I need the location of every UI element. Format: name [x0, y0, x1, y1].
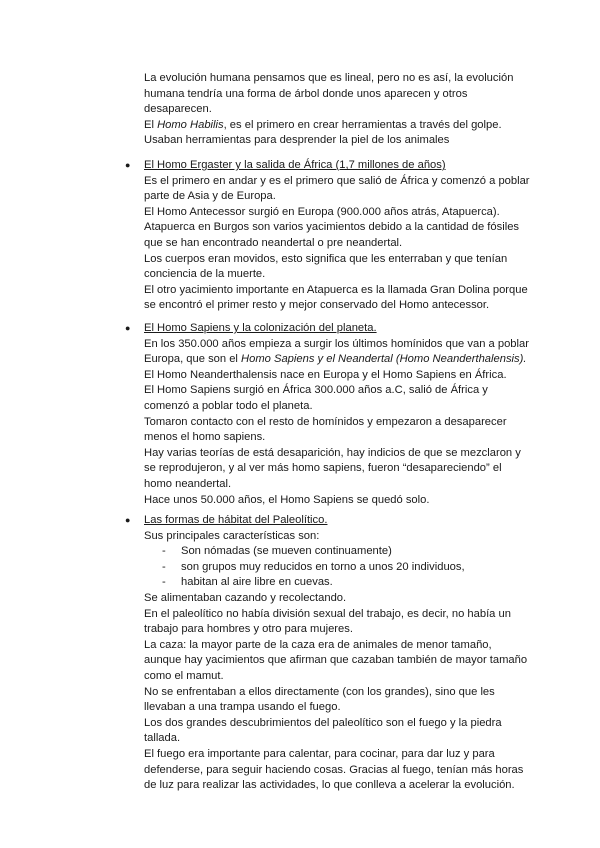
intro-block — [144, 71, 544, 149]
section-ergaster — [144, 158, 544, 314]
bullet-icon: ● — [125, 160, 131, 170]
list-item-text: habitan al aire libre en cuevas. — [181, 576, 333, 589]
text-line: Tomaron contacto con el resto de homínidos y empezaron a desaparecer — [144, 415, 507, 428]
bullet-icon: ● — [125, 515, 131, 525]
text-line: aunque hay yacimientos que afirman que cazaban también de mayor tamaño — [144, 654, 528, 667]
text-run: , es el primero en crear herramientas a través del golpe. — [223, 118, 502, 131]
text-line: menos el homo sapiens. — [144, 431, 266, 444]
text-line: Atapuerca en Burgos son varios yacimientos debido a la cantidad de fósiles — [144, 221, 520, 234]
text-line: conciencia de la muerte. — [144, 268, 266, 281]
text-line: defenderse, para seguir haciendo cosas. Gracias al fuego, tenían más horas — [144, 763, 524, 776]
text-line: llevaban a una trampa usando el fuego. — [144, 701, 341, 714]
italic-term: Homo Habilis — [157, 118, 224, 131]
text-line: tallada. — [144, 732, 181, 745]
list-item — [144, 560, 544, 576]
text-line: El Homo Sapiens surgió en África 300.000 años a.C, salió de África y — [144, 384, 488, 397]
characteristics-list — [144, 544, 544, 591]
dash-icon: - — [162, 560, 166, 573]
text-line: comenzó a poblar todo el planeta. — [144, 399, 313, 412]
text-line: desaparecen. — [144, 103, 212, 116]
habilis-line — [144, 118, 544, 134]
section-heading: El Homo Sapiens y la colonización del planeta. — [144, 322, 377, 334]
text-line: En el paleolítico no había división sexual del trabajo, es decir, no había un — [144, 607, 511, 620]
section-heading: El Homo Ergaster y la salida de África (1,7 millones de años) — [144, 159, 446, 171]
text-line: se encontró el primer resto y mejor conservado del Homo antecessor. — [144, 299, 490, 312]
text-line: trabajo para hombres y otro para mujeres. — [144, 623, 353, 636]
section-heading: Las formas de hábitat del Paleolítico. — [144, 514, 328, 526]
text-line: El Homo Neanderthalensis nace en Europa y el Homo Sapiens en África. — [144, 368, 507, 381]
section-sapiens — [144, 321, 544, 508]
text-line: se reprodujeron, y al ver más homo sapiens, fueron “desapareciendo” el — [144, 462, 502, 475]
text-line: Es el primero en andar y es el primero que salió de África y comenzó a poblar — [144, 174, 530, 187]
text-line: Los cuerpos eran movidos, esto significa que les enterraban y que tenían — [144, 252, 508, 265]
text-line: La caza: la mayor parte de la caza era de animales de menor tamaño, — [144, 638, 492, 651]
text-line: El fuego era importante para calentar, para cocinar, para dar luz y para — [144, 747, 495, 760]
text-line: parte de Asia y de Europa. — [144, 190, 276, 203]
text-line: de luz para realizar las actividades, lo que conlleva a acelerar la evolución. — [144, 779, 515, 792]
text-line: homo neandertal. — [144, 477, 232, 490]
text-line: Usaban herramientas para desprender la piel de los animales — [144, 134, 450, 147]
dash-icon: - — [162, 576, 166, 589]
text-run: El — [144, 118, 158, 131]
text-line: que se han encontrado neandertal o pre neandertal. — [144, 236, 403, 249]
text-line: Los dos grandes descubrimientos del paleolítico son el fuego y la piedra — [144, 716, 502, 729]
text-line: Sus principales características son: — [144, 529, 320, 542]
bullet-icon: ● — [125, 323, 131, 333]
text-line: Hace unos 50.000 años, el Homo Sapiens se quedó solo. — [144, 493, 430, 506]
list-item-text: Son nómadas (se mueven continuamente) — [181, 545, 392, 558]
list-item — [144, 575, 544, 591]
italic-term: Homo Sapiens y el Neandertal (Homo Neanderthalensis). — [241, 353, 527, 366]
text-line: como el mamut. — [144, 669, 224, 682]
sapiens-line — [144, 352, 544, 368]
text-line: humana tendría una forma de árbol donde unos aparecen y otros — [144, 87, 468, 100]
text-line: La evolución humana pensamos que es lineal, pero no es así, la evolución — [144, 72, 514, 84]
text-line: Se alimentaban cazando y recolectando. — [144, 591, 347, 604]
text-run: Europa, que son el — [144, 353, 242, 366]
text-line: El otro yacimiento importante en Atapuerca es la llamada Gran Dolina porque — [144, 283, 528, 296]
text-line: El Homo Antecessor surgió en Europa (900.000 años atrás, Atapuerca). — [144, 205, 500, 218]
text-line: En los 350.000 años empieza a surgir los últimos homínidos que van a poblar — [144, 337, 529, 350]
dash-icon: - — [162, 545, 166, 558]
list-item — [144, 544, 544, 560]
text-line: Hay varias teorías de está desaparición, hay indicios de que se mezclaron y — [144, 446, 521, 459]
list-item-text: son grupos muy reducidos en torno a unos 20 individuos, — [181, 560, 465, 573]
text-line: No se enfrentaban a ellos directamente (con los grandes), sino que les — [144, 685, 495, 698]
section-habitat — [144, 513, 544, 794]
